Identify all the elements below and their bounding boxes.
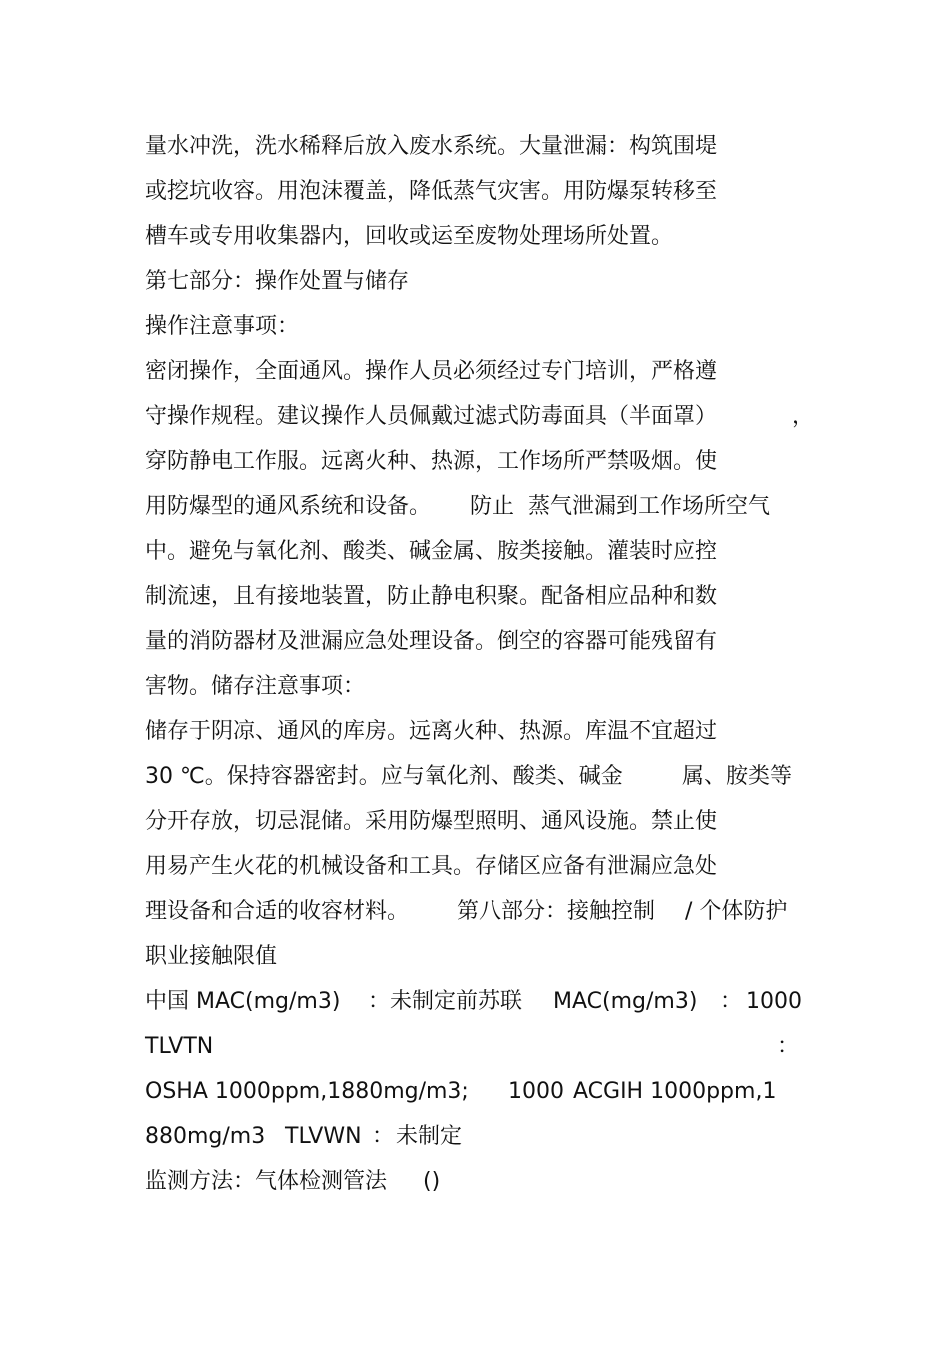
text-line-20-china-mac: 中国 MAC(mg/m3) <box>145 989 341 1014</box>
text-line-9-main: 用防爆型的通风系统和设备。 <box>145 494 432 519</box>
text-line-17: 用易产生火花的机械设备和工具。存储区应备有泄漏应急处 <box>145 854 718 879</box>
text-line-15-rest: 属、胺类等 <box>682 764 793 789</box>
text-line-8: 穿防静电工作服。远离火种、热源，工作场所严禁吸烟。使 <box>145 449 718 474</box>
text-line-7-comma: ， <box>792 404 815 429</box>
text-line-9-rest: 蒸气泄漏到工作场所空气 <box>528 494 771 519</box>
text-line-20-value: 1000 <box>746 989 802 1014</box>
subheading-operation-notes: 操作注意事项： <box>145 314 300 339</box>
text-line-22-osha: OSHA 1000ppm,1880mg/m3; <box>145 1079 469 1104</box>
text-line-6: 密闭操作，全面通风。操作人员必须经过专门培训，严格遵 <box>145 359 718 384</box>
text-line-23-unit: 880mg/m3 <box>145 1124 266 1149</box>
text-line-16: 分开存放，切忌混储。采用防爆型照明、通风设施。禁止使 <box>145 809 718 834</box>
text-line-2: 或挖坑收容。用泡沫覆盖，降低蒸气灾害。用防爆泵转移至 <box>145 179 718 204</box>
text-line-21-colon: ： <box>777 1034 800 1059</box>
text-line-7-main: 守操作规程。建议操作人员佩戴过滤式防毒面具（半面罩） <box>145 404 718 429</box>
section-heading-part-7: 第七部分：操作处置与储存 <box>145 269 410 294</box>
text-line-18-ppe: / 个体防护 <box>685 899 788 924</box>
text-line-12: 量的消防器材及泄漏应急处理设备。倒空的容器可能残留有 <box>145 629 718 654</box>
text-line-11: 制流速，且有接地装置，防止静电积聚。配备相应品种和数 <box>145 584 718 609</box>
text-line-14: 储存于阴凉、通风的库房。远离火种、热源。库温不宜超过 <box>145 719 718 744</box>
text-line-23-tlvwn: TLVWN <box>285 1124 362 1149</box>
text-line-20-colon-1: ： <box>368 989 391 1014</box>
text-line-21-tlvtn: TLVTN <box>145 1034 214 1059</box>
text-line-20-ussr-mac: MAC(mg/m3) <box>553 989 698 1014</box>
subheading-storage-notes: 害物。储存注意事项： <box>145 674 366 699</box>
text-line-1: 量水冲洗，洗水稀释后放入废水系统。大量泄漏：构筑围堤 <box>145 134 718 159</box>
text-line-24-monitoring: 监测方法：气体检测管法 <box>145 1169 388 1194</box>
text-line-18-main: 理设备和合适的收容材料。 <box>145 899 410 924</box>
text-line-3: 槽车或专用收集器内，回收或运至废物处理场所处置。 <box>145 224 674 249</box>
text-line-9-prevent: 防止 <box>470 494 515 519</box>
text-line-22-number: 1000 <box>508 1079 564 1104</box>
text-line-15-main: 30 ℃。保持容器密封。应与氧化剂、酸类、碱金 <box>145 764 623 789</box>
text-line-20-colon-2: ： <box>720 989 743 1014</box>
subheading-exposure-limits: 职业接触限值 <box>145 944 278 969</box>
text-line-20-undetermined: 未制定前苏联 <box>390 989 523 1014</box>
text-line-24-paren: () <box>423 1169 441 1194</box>
text-line-23-colon: ： <box>372 1124 395 1149</box>
text-line-22-acgih: ACGIH 1000ppm,1 <box>573 1079 777 1104</box>
text-line-10: 中。避免与氧化剂、酸类、碱金属、胺类接触。灌装时应控 <box>145 539 718 564</box>
text-line-23-value: 未制定 <box>396 1124 463 1149</box>
section-heading-part-8: 第八部分：接触控制 <box>457 899 656 924</box>
